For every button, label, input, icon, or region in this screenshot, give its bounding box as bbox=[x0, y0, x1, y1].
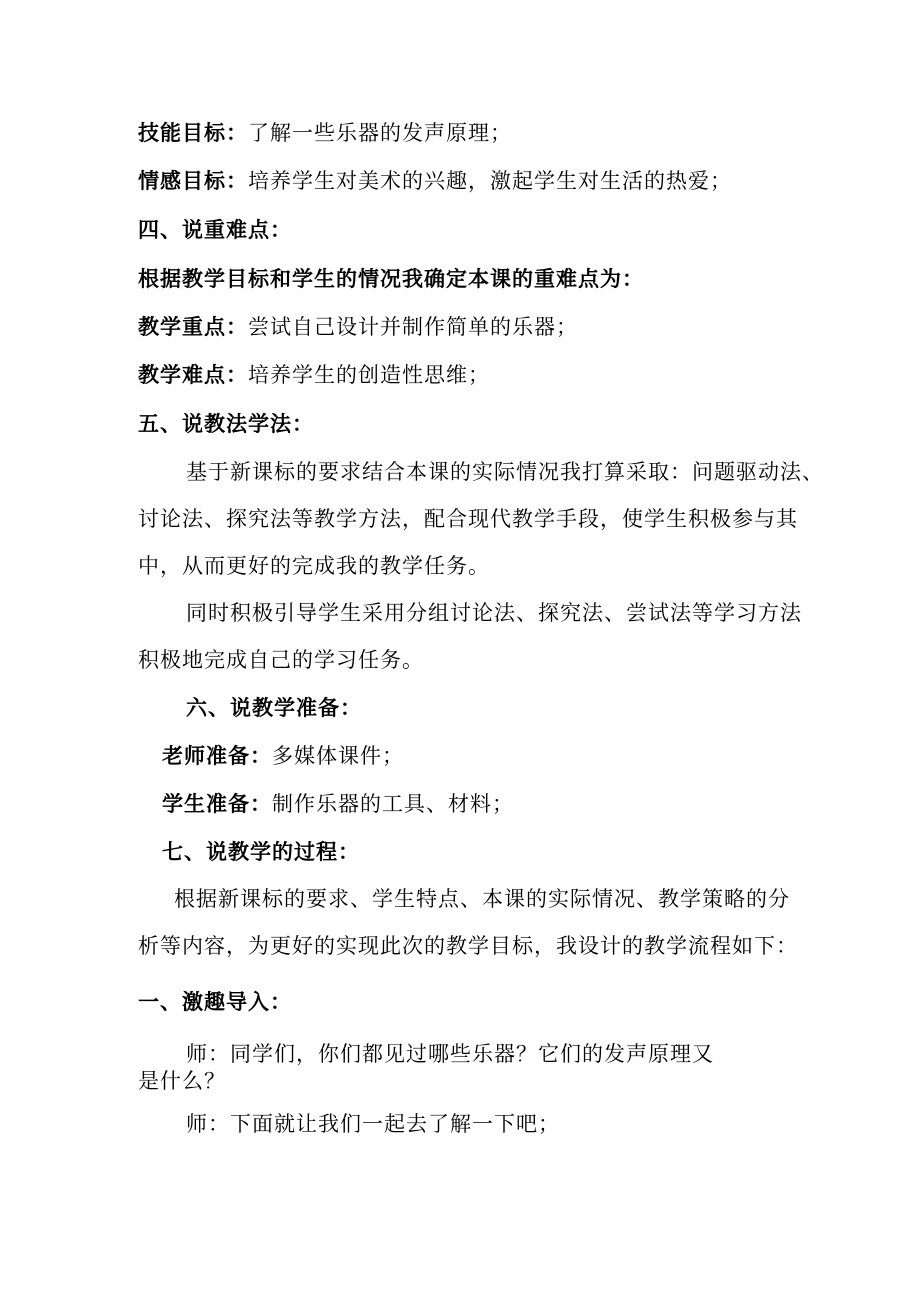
skill-goal-line bbox=[138, 118, 512, 148]
heading-intro: 一、激趣导入： bbox=[138, 990, 292, 1014]
emotion-goal-label: 情感目标： bbox=[138, 169, 248, 193]
heading-preparation: 六、说教学准备： bbox=[186, 696, 362, 720]
teaching-difficulty-text: 培养学生的创造性思维； bbox=[248, 363, 490, 387]
methods-paragraph-line-1: 基于新课标的要求结合本课的实际情况我打算采取：问题驱动法、 bbox=[186, 460, 824, 484]
heading-key-points: 四、说重难点： bbox=[138, 218, 292, 242]
process-paragraph-line-2: 析等内容，为更好的实现此次的教学目标，我设计的教学流程如下： bbox=[138, 934, 798, 958]
student-prep-line bbox=[162, 789, 514, 819]
student-prep-text: 制作乐器的工具、材料； bbox=[272, 792, 514, 816]
heading-methods: 五、说教法学法： bbox=[138, 412, 314, 436]
emotion-goal-line bbox=[138, 166, 732, 196]
teaching-focus-line bbox=[138, 312, 578, 342]
teacher-lead-line: 师：下面就让我们一起去了解一下吧； bbox=[186, 1112, 560, 1136]
teaching-focus-label: 教学重点： bbox=[138, 315, 248, 339]
learning-paragraph-line-2: 积极地完成自己的学习任务。 bbox=[138, 648, 424, 672]
methods-paragraph-line-3: 中，从而更好的完成我的教学任务。 bbox=[138, 554, 490, 578]
teacher-prep-line bbox=[162, 741, 404, 771]
teacher-prep-label: 老师准备： bbox=[162, 744, 272, 768]
teaching-difficulty-line bbox=[138, 360, 490, 390]
teacher-question-line-1: 师：同学们，你们都见过哪些乐器？它们的发声原理又 bbox=[186, 1042, 714, 1066]
teacher-prep-text: 多媒体课件； bbox=[272, 744, 404, 768]
methods-paragraph-line-2: 讨论法、探究法等教学方法，配合现代教学手段，使学生积极参与其 bbox=[138, 507, 798, 531]
key-points-intro: 根据教学目标和学生的情况我确定本课的重难点为： bbox=[138, 267, 644, 291]
learning-paragraph-line-1: 同时积极引导学生采用分组讨论法、探究法、尝试法等学习方法 bbox=[186, 601, 802, 625]
process-paragraph-line-1: 根据新课标的要求、学生特点、本课的实际情况、教学策略的分 bbox=[174, 887, 790, 911]
heading-process: 七、说教学的过程： bbox=[162, 840, 360, 864]
student-prep-label: 学生准备： bbox=[162, 792, 272, 816]
teacher-question-line-2: 是什么？ bbox=[138, 1069, 226, 1093]
teaching-focus-text: 尝试自己设计并制作简单的乐器； bbox=[248, 315, 578, 339]
skill-goal-text: 了解一些乐器的发声原理； bbox=[248, 121, 512, 145]
teaching-difficulty-label: 教学难点： bbox=[138, 363, 248, 387]
emotion-goal-text: 培养学生对美术的兴趣，激起学生对生活的热爱； bbox=[248, 169, 732, 193]
skill-goal-label: 技能目标： bbox=[138, 121, 248, 145]
